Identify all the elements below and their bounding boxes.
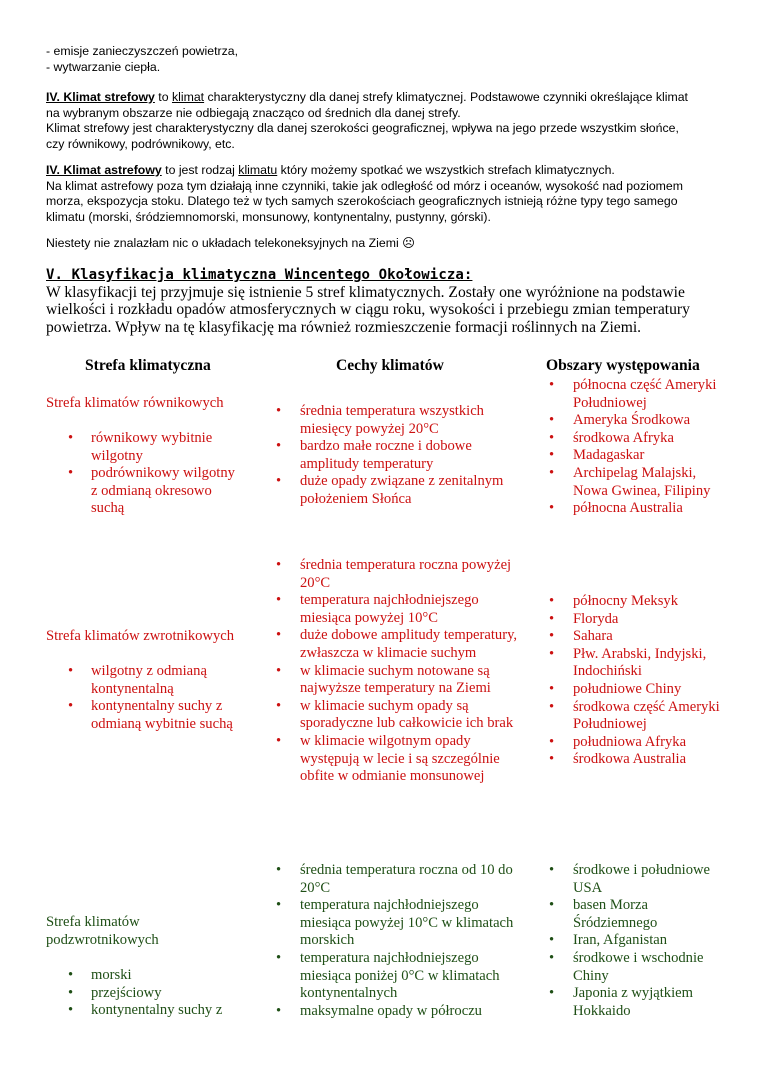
- list-item: • przejściowy: [68, 985, 248, 1003]
- list-item: • Iran, Afganistan: [549, 932, 729, 950]
- list-item: • basen Morza Śródziemnego: [549, 897, 729, 932]
- list-item: • środkowe i wschodnie Chiny: [549, 950, 729, 985]
- list-item: • środkowe i południowe USA: [549, 862, 729, 897]
- inline-text: charakterystyczny dla danej strefy klimatycznej. Podstawowe czynniki określające klimat: [204, 90, 688, 104]
- paragraph-line: Na klimat astrefowy poza tym działają inne czynniki, takie jak odległość od mórz i oceanów, wysokość nad poziomem: [46, 178, 683, 193]
- zone-subtropical: Strefa klimatów podzwrotnikowych: [46, 914, 159, 948]
- list-item: • Japonia z wyjątkiem Hokkaido: [549, 985, 729, 1020]
- zone-tropical-areas: [549, 593, 729, 769]
- list-item: • w klimacie wilgotnym opady występują w lecie i są szczególnie obfite w odmianie monsunowej: [276, 733, 528, 786]
- table-header-areas: Obszary występowania: [546, 357, 700, 374]
- zone-equatorial-subtypes: [68, 430, 243, 518]
- list-item: • bardzo małe roczne i dobowe amplitudy temperatury: [276, 438, 526, 473]
- paragraph-line: klimatu (morski, śródziemnomorski, monsunowy, kontynentalny, pustynny, górski).: [46, 209, 491, 224]
- paragraph-line: morza, ekspozycja stoku. Dlatego też w tych samych szerokościach geograficznych istnieją różne typy tego samego: [46, 194, 678, 208]
- table-header-features: Cechy klimatów: [336, 357, 444, 374]
- list-item: • maksymalne opady w półroczu: [276, 1003, 528, 1021]
- list-item: • Ameryka Środkowa: [549, 412, 724, 430]
- klimat-link[interactable]: klimat: [171, 90, 205, 104]
- list-item: • średnia temperatura roczna od 10 do 20°C: [276, 862, 528, 897]
- zone-subtropical-subtypes: [68, 967, 248, 1020]
- section-paragraph-line: [46, 163, 746, 179]
- paragraph-line: na wybranym obszarze nie odbiegają znacząco od średnich dla danej strefy.: [46, 105, 461, 120]
- list-item: • południowe Chiny: [549, 681, 729, 699]
- list-item: • kontynentalny suchy z: [68, 1002, 248, 1020]
- list-item: • duże opady związane z zenitalnym położeniem Słońca: [276, 473, 526, 508]
- list-item: • podrównikowy wilgotny z odmianą okresowo suchą: [68, 465, 243, 518]
- intro-line: - emisje zanieczyszczeń powietrza,: [46, 44, 239, 58]
- table-header-zone: Strefa klimatyczna: [85, 357, 211, 374]
- inline-text: to jest rodzaj: [161, 163, 239, 177]
- list-item: • południowa Afryka: [549, 734, 729, 752]
- section-climate-azonal: [46, 163, 746, 225]
- zone-equatorial: Strefa klimatów równikowych: [46, 395, 224, 411]
- list-item: • Archipelag Malajski, Nowa Gwinea, Filipiny: [549, 465, 724, 500]
- section-heading: IV. Klimat strefowy: [46, 90, 155, 104]
- section-climate-zonal: [46, 90, 746, 152]
- zone-equatorial-areas: [549, 377, 724, 518]
- list-item: • północny Meksyk: [549, 593, 729, 611]
- list-item: • środkowa Afryka: [549, 430, 724, 448]
- note-line: Niestety nie znalazłam nic o układach telekoneksyjnych na Ziemi ☹: [46, 236, 415, 250]
- inline-text: który możemy spotkać we wszystkich strefach klimatycznych.: [277, 163, 615, 177]
- section-heading: IV. Klimat astrefowy: [46, 163, 162, 177]
- list-item: • Płw. Arabski, Indyjski, Indochiński: [549, 646, 729, 681]
- list-item: • równikowy wybitnie wilgotny: [68, 430, 243, 465]
- klimatu-link[interactable]: klimatu: [238, 163, 278, 177]
- zone-tropical-subtypes: [68, 663, 248, 733]
- inline-text: to: [154, 90, 172, 104]
- list-item: • średnia temperatura roczna powyżej 20°C: [276, 557, 528, 592]
- zone-subtropical-areas: [549, 862, 729, 1020]
- list-item: • temperatura najchłodniejszego miesiąca powyżej 10°C w klimatach morskich: [276, 897, 528, 950]
- list-item: • morski: [68, 967, 248, 985]
- list-item: • temperatura najchłodniejszego miesiąca powyżej 10°C: [276, 592, 528, 627]
- section-v-text: W klasyfikacji tej przyjmuje się istnienie 5 stref klimatycznych. Zostały one wyróżnione na podstawie wielkości i rozkładu opadów atmosferycznych w ciągu roku, wysokości i przebiegu zmian temperatury powietrza. Wpływ na tę klasyfikację ma również rozmieszczenie formacji roślinnych na Ziemi.: [46, 284, 690, 336]
- zone-tropical-features: [276, 557, 528, 786]
- list-item: • temperatura najchłodniejszego miesiąca poniżej 0°C w klimatach kontynentalnych: [276, 950, 528, 1003]
- list-item: • Floryda: [549, 611, 729, 629]
- paragraph-line: Klimat strefowy jest charakterystyczny dla danej szerokości geograficznej, wpływa na jego przede wszystkim słońce,: [46, 121, 679, 135]
- list-item: • północna Australia: [549, 500, 724, 518]
- list-item: • Sahara: [549, 628, 729, 646]
- zone-tropical: Strefa klimatów zwrotnikowych: [46, 628, 235, 644]
- list-item: • wilgotny z odmianą kontynentalną: [68, 663, 248, 698]
- list-item: • w klimacie suchym notowane są najwyższe temperatury na Ziemi: [276, 663, 528, 698]
- intro-list: [46, 44, 726, 75]
- section-v-title: V. Klasyfikacja klimatyczna Wincentego Okołowicza:: [46, 267, 473, 283]
- list-item: • duże dobowe amplitudy temperatury, zwłaszcza w klimacie suchym: [276, 627, 528, 662]
- list-item: • kontynentalny suchy z odmianą wybitnie suchą: [68, 698, 248, 733]
- list-item: • środkowa Australia: [549, 751, 729, 769]
- paragraph-line: czy równikowy, podrównikowy, etc.: [46, 136, 235, 151]
- list-item: • środkowa część Ameryki Południowej: [549, 699, 729, 734]
- intro-line: - wytwarzanie ciepła.: [46, 59, 161, 74]
- list-item: • Madagaskar: [549, 447, 724, 465]
- section-paragraph-line: [46, 90, 746, 106]
- list-item: • średnia temperatura wszystkich miesięcy powyżej 20°C: [276, 403, 526, 438]
- list-item: • północna część Ameryki Południowej: [549, 377, 724, 412]
- zone-subtropical-features: [276, 862, 528, 1020]
- zone-equatorial-features: [276, 403, 526, 509]
- list-item: • w klimacie suchym opady są sporadyczne lub całkowicie ich brak: [276, 698, 528, 733]
